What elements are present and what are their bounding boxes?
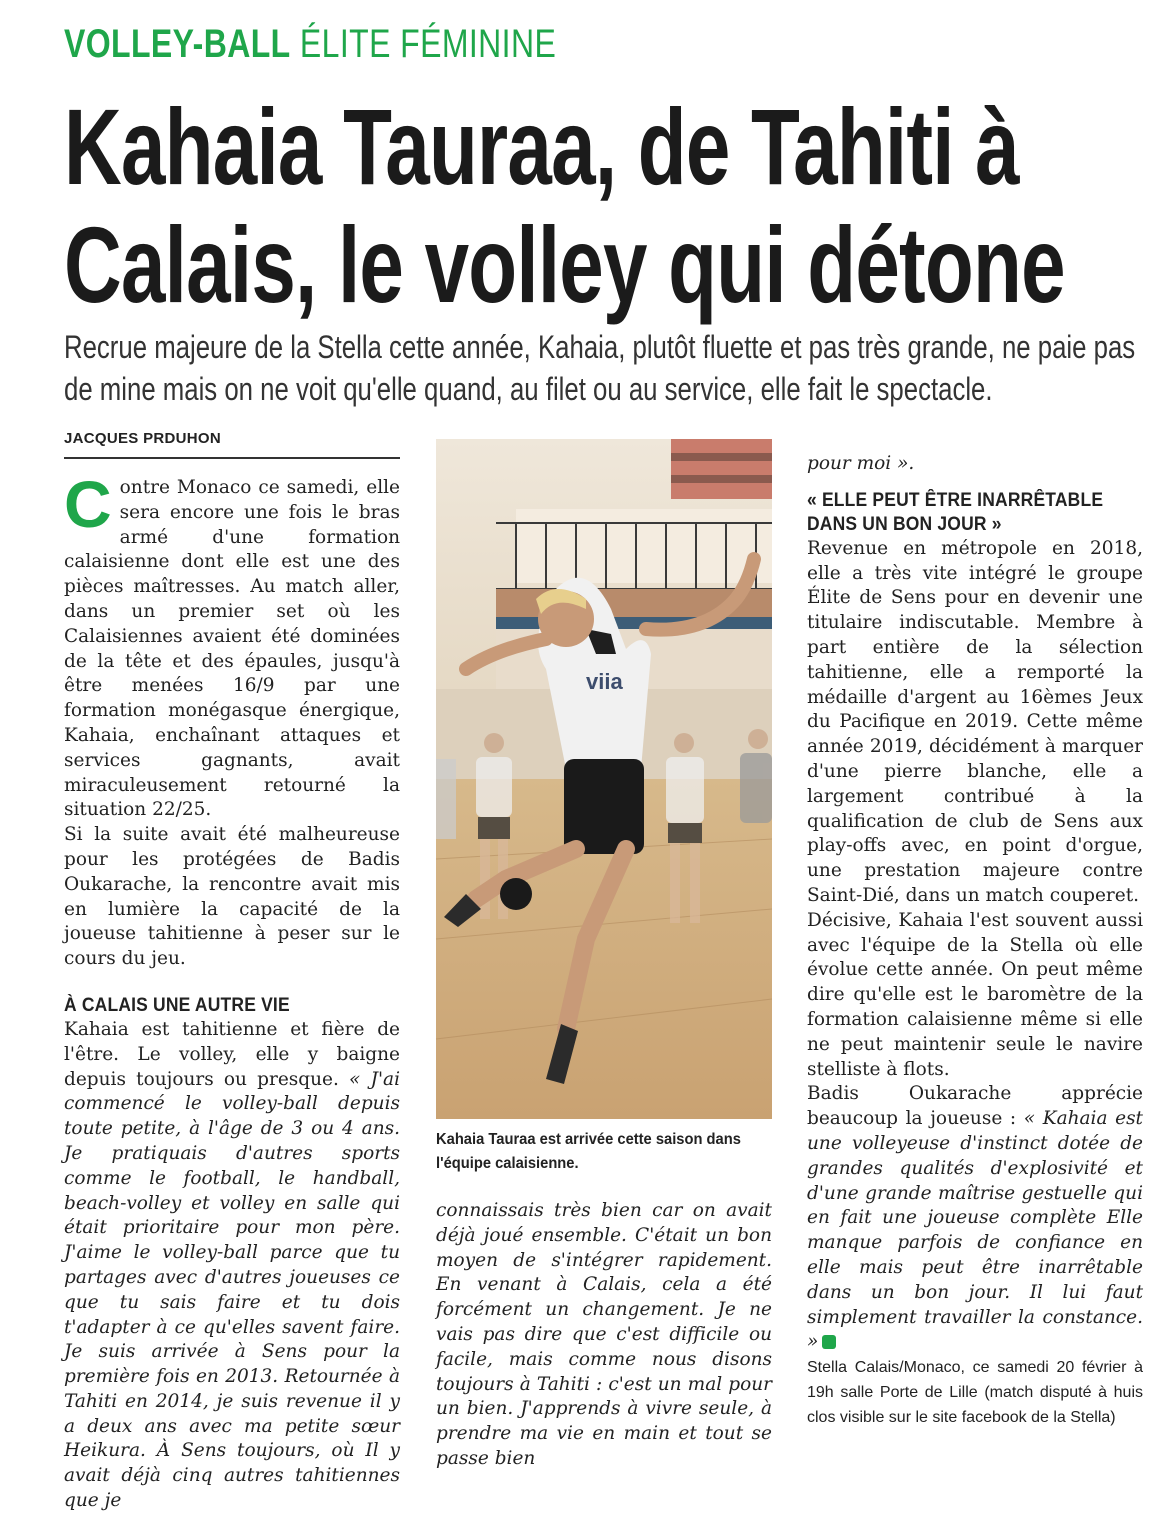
paragraph: Décisive, Kahaia l'est souvent aussi avec l'équipe de la Stella où elle évolue cette année. On peut même dire qu'elle est le baromètre de la formation calaisienne même si elle ne peut maintenir seule le navire stelliste à flots.: [807, 909, 1143, 1080]
section-kicker: [64, 22, 556, 67]
end-of-article-icon: [822, 1335, 836, 1349]
column-1: [64, 467, 400, 1514]
paragraph-intro: [64, 467, 400, 823]
byline: JACQUES PRDUHON: [64, 430, 222, 447]
paragraph: Si la suite avait été malheureuse pour les protégées de Badis Oukarache, la rencontre avait mis en lumière la capacité de la joueuse tahitienne à peser sur le cours du jeu.: [64, 824, 400, 970]
quote-text: « J'ai commencé le volley-ball depuis toute petite, à l'âge de 3 ou 4 ans. Je pratiquais d'autres sports comme le football, le handball, beach-volley et volley en salle qui était prioritaire pour mon père. J'aime le volley-ball parce que tu partages avec d'autres joueuses ce que tu sais faire et tu dois t'adapter à ce qu'elles savent faire. Je suis arrivée à Sens pour la première fois en 2013. Retournée à Tahiti en 2014, je suis revenue il y a deux ans avec ma petite sœur Heikura. À Sens toujours, où Il y avait déjà cinq autres tahitiennes que je: [64, 1068, 400, 1512]
column-3: [807, 452, 1143, 1430]
volleyball-player-photo: [436, 439, 772, 1119]
jersey-text: viia: [586, 669, 623, 694]
kicker-sport: VOLLEY-BALL: [64, 22, 291, 66]
quote-continued: connaissais très bien car on avait déjà joué ensemble. C'était un bon moyen de s'intégrer rapidement. En venant à Calais, cela a été forcément un changement. Je ne vais pas dire que c'est difficile ou facile, mais comme nous disons toujours à Tahiti : c'est un mal pour un bien. J'apprends à vivre seule, à prendre ma vie en main et tout se passe bien: [436, 1200, 772, 1469]
article-deck: Recrue majeure de la Stella cette année, Kahaia, plutôt fluette et pas très grande, ne paie pas de mine mais on ne voit qu'elle quand, au filet ou au service, elle fait le spectacle.: [64, 329, 1136, 407]
quote-text: « Kahaia est une volleyeuse d'instinct dotée de grandes qualités d'explosivité et d'une grande maîtrise gestuelle qui en fait une joueuse complète Elle manque parfois de confiance en elle mais peut être inarrêtable dans un bon jour. Il lui faut simplement travailler la constance. »: [807, 1108, 1143, 1353]
paragraph-intro-text: ontre Monaco ce samedi, elle sera encore une fois le bras armé d'une formation calaisienne dont elle est une des pièces maîtresses. Au match aller, dans un premier set où les Calaisiennes avaient été dominées de la tête et des épaules, jusqu'à être menées 16/9 par une formation monégasque énergique, Kahaia, enchaînant attaques et services gagnants, avait miraculeusement retourné la situation 22/25.: [64, 477, 400, 821]
paragraph-coach-quote: [807, 1082, 1143, 1355]
subhead-calais: À CALAIS UNE AUTRE VIE: [64, 994, 290, 1016]
paragraph-quote-start: [64, 1018, 400, 1514]
subhead-inarretable: « ELLE PEUT ÊTRE INARRÊTABLE DANS UN BON JOUR »: [807, 489, 1104, 535]
article-photo: [436, 439, 772, 1119]
byline-rule: [64, 457, 400, 459]
kicker-category: ÉLITE FÉMININE: [299, 22, 557, 66]
column-2: [436, 1199, 772, 1472]
match-info: Stella Calais/Monaco, ce samedi 20 février à 19h salle Porte de Lille (match disputé à huis clos visible sur le site facebook de la Stella): [807, 1359, 1143, 1427]
paragraph: Revenue en métropole en 2018, elle a très vite intégré le groupe Élite de Sens pour en devenir une titulaire indiscutable. Membre à part entière de la sélection tahitienne, elle a remporté la médaille d'argent au 16èmes Jeux du Pacifique en 2019. Cette même année 2019, décidément à marquer d'une pierre blanche, elle a largement contribué à la qualification de club de Sens aux play-offs avec, en point d'orgue, une prestation majeure contre Saint-Dié, dans un match couperet.: [807, 537, 1143, 906]
quote-end: pour moi ».: [807, 453, 915, 474]
drop-cap: C: [64, 467, 112, 541]
headline: Kahaia Tauraa, de Tahiti à Calais, le volley qui détone: [64, 86, 1065, 325]
paragraph-text: Badis Oukarache apprécie beaucoup la joueuse :: [807, 1083, 1143, 1130]
paragraph-text: Kahaia est tahitienne et fière de l'être. Le volley, elle y baigne depuis toujours ou presque.: [64, 1018, 400, 1090]
photo-caption: Kahaia Tauraa est arrivée cette saison dans l'équipe calaisienne.: [436, 1131, 741, 1172]
